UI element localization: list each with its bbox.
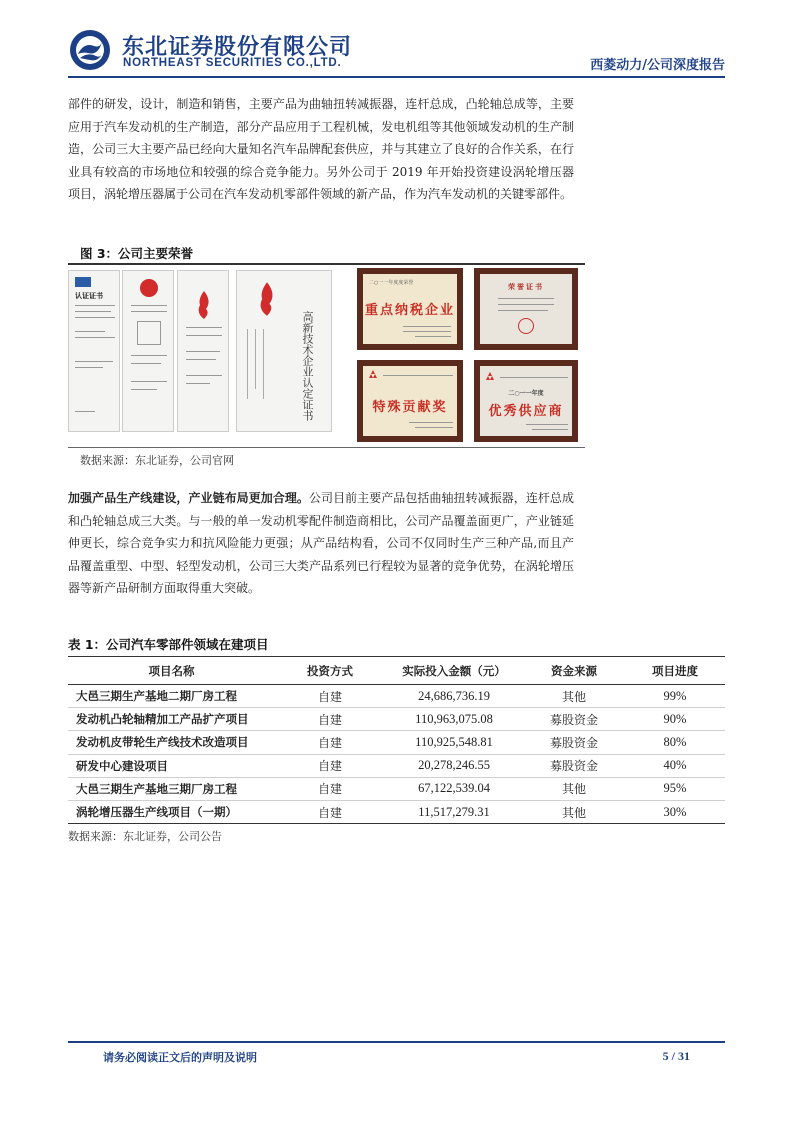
cell-fund-source: 其他 bbox=[523, 777, 625, 800]
figure-top-rule bbox=[68, 263, 585, 265]
table-title: 表 1：公司汽车零部件领域在建项目 bbox=[68, 637, 269, 652]
header-fund-source: 资金来源 bbox=[523, 657, 625, 685]
plaque-header-text: 二○一一年度度荣誉 bbox=[369, 280, 414, 286]
seal-icon bbox=[140, 279, 158, 297]
cell-progress: 40% bbox=[625, 754, 725, 777]
figure-source: 数据来源：东北证券，公司官网 bbox=[80, 454, 234, 467]
table-row bbox=[68, 800, 725, 823]
cell-fund-source: 募股资金 bbox=[523, 708, 625, 731]
plaque-honor-certificate bbox=[474, 268, 578, 350]
header-progress: 项目进度 bbox=[625, 657, 725, 685]
cell-progress: 99% bbox=[625, 685, 725, 708]
cell-project-name: 大邑三期生产基地三期厂房工程 bbox=[68, 777, 275, 800]
cell-progress: 80% bbox=[625, 731, 725, 754]
cell-actual-amount: 24,686,736.19 bbox=[385, 685, 523, 708]
cell-progress: 95% bbox=[625, 777, 725, 800]
cell-fund-source: 其他 bbox=[523, 800, 625, 823]
header-divider bbox=[68, 76, 725, 78]
high-tech-cert-title: 高新技术企业认定证书 bbox=[301, 311, 314, 421]
cell-fund-source: 其他 bbox=[523, 685, 625, 708]
cell-investment-method: 自建 bbox=[275, 800, 385, 823]
cell-actual-amount: 11,517,279.31 bbox=[385, 800, 523, 823]
table-row bbox=[68, 685, 725, 708]
body-paragraph-2 bbox=[68, 487, 574, 600]
plaque-title-contribution: 特殊贡献奖 bbox=[372, 400, 448, 415]
cell-project-name: 涡轮增压器生产线项目（一期） bbox=[68, 800, 275, 823]
mitsubishi-logo-icon bbox=[484, 372, 496, 384]
qr-code-icon bbox=[137, 321, 161, 345]
header-project-name: 项目名称 bbox=[68, 657, 275, 685]
figure-bottom-rule bbox=[68, 447, 585, 448]
cell-actual-amount: 110,963,075.08 bbox=[385, 708, 523, 731]
footer-divider bbox=[68, 1041, 725, 1043]
cell-project-name: 大邑三期生产基地二期厂房工程 bbox=[68, 685, 275, 708]
certificate-high-tech bbox=[236, 270, 332, 432]
cell-progress: 30% bbox=[625, 800, 725, 823]
header-actual-amount: 实际投入金额（元） bbox=[385, 657, 523, 685]
cell-project-name: 发动机皮带轮生产线技术改造项目 bbox=[68, 731, 275, 754]
flame-emblem-icon bbox=[255, 281, 279, 317]
plaque-excellent-supplier bbox=[474, 360, 578, 442]
certificate-emblem bbox=[122, 270, 174, 432]
red-seal-icon bbox=[518, 318, 534, 334]
page-number: 5 / 31 bbox=[662, 1049, 690, 1063]
certificate-tuv bbox=[68, 270, 120, 432]
table-row bbox=[68, 777, 725, 800]
figure-title: 图 3：公司主要荣誉 bbox=[80, 246, 194, 261]
plaque-supplier-header: 二○一一年度 bbox=[508, 390, 544, 397]
cell-actual-amount: 20,278,246.55 bbox=[385, 754, 523, 777]
footer-disclaimer: 请务必阅读正文后的声明及说明 bbox=[103, 1051, 257, 1064]
cert-title-label: 认证证书 bbox=[75, 292, 103, 300]
cell-actual-amount: 110,925,548.81 bbox=[385, 731, 523, 754]
table-header-row bbox=[68, 657, 725, 685]
cell-investment-method: 自建 bbox=[275, 731, 385, 754]
company-name-cn: 东北证券股份有限公司 bbox=[122, 35, 353, 60]
cell-fund-source: 募股资金 bbox=[523, 754, 625, 777]
cell-investment-method: 自建 bbox=[275, 754, 385, 777]
cell-project-name: 研发中心建设项目 bbox=[68, 754, 275, 777]
cell-progress: 90% bbox=[625, 708, 725, 731]
mitsubishi-logo-icon bbox=[367, 370, 379, 382]
page-header bbox=[0, 0, 793, 80]
company-name-en: NORTHEAST SECURITIES CO.,LTD. bbox=[123, 57, 342, 69]
table-row bbox=[68, 731, 725, 754]
certificate-flame bbox=[177, 270, 229, 432]
paragraph-lead: 加强产品生产线建设，产业链布局更加合理。 bbox=[68, 491, 309, 505]
projects-table bbox=[68, 656, 725, 824]
flame-emblem-icon bbox=[194, 291, 214, 319]
cell-fund-source: 募股资金 bbox=[523, 731, 625, 754]
header-investment-method: 投资方式 bbox=[275, 657, 385, 685]
body-paragraph-1: 部件的研发，设计，制造和销售，主要产品为曲轴扭转减振器，连杆总成，凸轮轴总成等，主要应用于汽车发动机的生产制造，部分产品应用于工程机械，发电机组等其他领域发动机的生产制造，公司三大主要产品已经向大量知名汽车品牌配套供应，并与其建立了良好的合作关系，在行业具有较高的市场地位和较强的综合竞争能力。另外公司于 2019 年开始投资建设涡轮增压器项目，涡轮增压器属于公司在汽车发动机零部件领域的新产品，作为汽车发动机的关键零部件。 bbox=[68, 97, 574, 201]
table-source: 数据来源：东北证券，公司公告 bbox=[68, 830, 222, 843]
plaque-honor-header: 荣誉证书 bbox=[508, 283, 544, 291]
plaque-key-taxpayer bbox=[357, 268, 463, 350]
cell-project-name: 发动机凸轮轴精加工产品扩产项目 bbox=[68, 708, 275, 731]
company-logo-icon bbox=[68, 28, 112, 72]
report-type: 西菱动力/公司深度报告 bbox=[590, 58, 725, 73]
cell-investment-method: 自建 bbox=[275, 685, 385, 708]
plaque-title-taxpayer: 重点纳税企业 bbox=[364, 303, 455, 318]
plaque-special-contribution bbox=[357, 360, 463, 442]
cell-actual-amount: 67,122,539.04 bbox=[385, 777, 523, 800]
cell-investment-method: 自建 bbox=[275, 708, 385, 731]
paragraph-body: 公司目前主要产品包括曲轴扭转减振器，连杆总成和凸轮轴总成三大类。与一般的单一发动机零配件制造商相比，公司产品覆盖面更广，产业链延伸更长，综合竞争实力和抗风险能力更强；从产品结构看，公司不仅同时生产三种产品,而且产品覆盖重型、中型、轻型发动机，公司三大类产品系列已行程较为显著的竞争优势，在涡轮增压器等新产品研制方面取得重大突破。 bbox=[68, 491, 574, 595]
table-row bbox=[68, 708, 725, 731]
table-row bbox=[68, 754, 725, 777]
cell-investment-method: 自建 bbox=[275, 777, 385, 800]
tuv-mark-icon bbox=[75, 277, 91, 287]
plaque-title-supplier: 优秀供应商 bbox=[488, 404, 564, 419]
